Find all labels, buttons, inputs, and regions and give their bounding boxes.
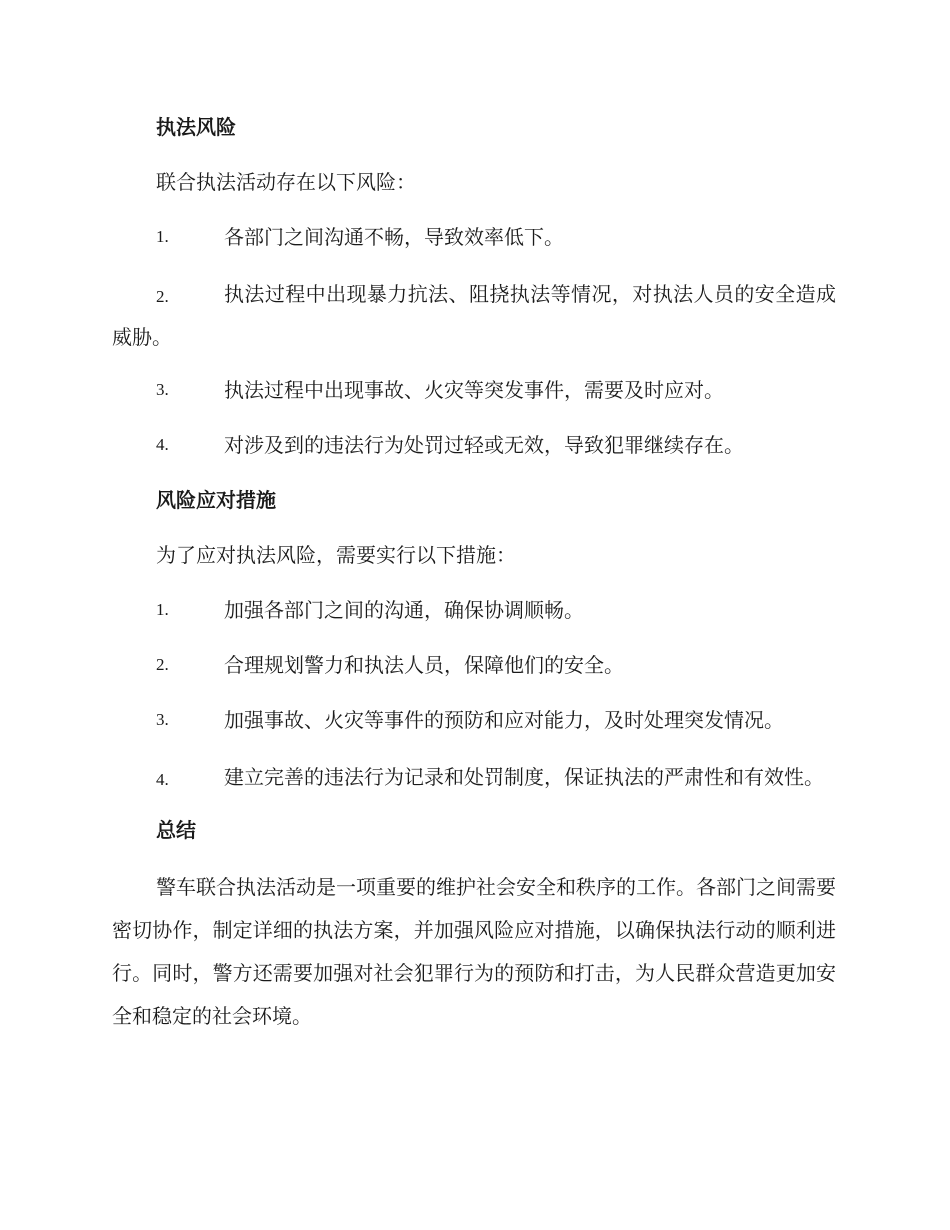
measures-intro: 为了应对执法风险，需要实行以下措施： [156,543,516,567]
risk-item-4 [112,426,836,464]
measures-item-3 [112,701,836,739]
risk-intro: 联合执法活动存在以下风险： [156,170,416,194]
summary-paragraph: 警车联合执法活动是一项重要的维护社会安全和秩序的工作。各部门之间需要密切协作，制定详细的执法方案，并加强风险应对措施，以确保执法行动的顺利进行。同时，警方还需要加强对社会犯罪行为的预防和打击，为人民群众营造更加安全和稳定的社会环境。 [112,875,836,1028]
measures-item-1 [112,591,836,629]
measures-item-1-text: 加强各部门之间的沟通，确保协调顺畅。 [224,598,584,622]
measures-item-2-number: 2. [156,655,169,674]
risk-item-1-text: 各部门之间沟通不畅，导致效率低下。 [224,225,564,249]
risk-item-2-text: 执法过程中出现暴力抗法、阻挠执法等情况，对执法人员的安全造成威胁。 [112,282,836,349]
risk-item-2 [112,273,836,359]
risk-item-3-number: 3. [156,380,169,399]
measures-item-2-text: 合理规划警力和执法人员，保障他们的安全。 [224,653,624,677]
summary-heading: 总结 [156,818,196,842]
measures-item-3-number: 3. [156,710,169,729]
measures-heading: 风险应对措施 [156,488,276,512]
measures-item-2 [112,646,836,684]
document-content [112,108,836,1050]
measures-item-4-text: 建立完善的违法行为记录和处罚制度，保证执法的严肃性和有效性。 [224,765,824,789]
measures-item-3-text: 加强事故、火灾等事件的预防和应对能力，及时处理突发情况。 [224,708,784,732]
risk-item-1 [112,218,836,256]
measures-item-4 [112,756,836,799]
risk-heading: 执法风险 [156,115,236,139]
risk-item-4-number: 4. [156,435,169,454]
risk-item-3 [112,371,836,409]
risk-item-2-number: 2. [156,287,169,306]
measures-item-1-number: 1. [156,600,169,619]
measures-item-4-number: 4. [156,770,169,789]
risk-item-3-text: 执法过程中出现事故、火灾等突发事件，需要及时应对。 [224,378,724,402]
risk-item-1-number: 1. [156,227,169,246]
risk-item-4-text: 对涉及到的违法行为处罚过轻或无效，导致犯罪继续存在。 [224,433,744,457]
